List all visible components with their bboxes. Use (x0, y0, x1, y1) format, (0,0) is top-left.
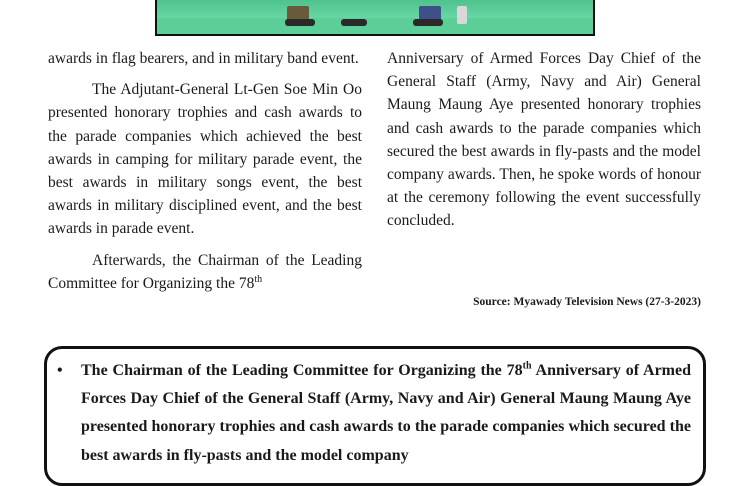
highlight-text: The Chairman of the Leading Committee for Organizing the 78 (81, 362, 523, 379)
highlight-item (57, 349, 692, 470)
event-photo (155, 0, 595, 36)
paragraph (48, 249, 362, 295)
source-citation: Source: Myawady Television News (27-3-2023) (473, 296, 701, 308)
photo-shoe (341, 19, 367, 26)
paragraph-text: Afterwards, the Chairman of the Leading Committee for Organizing the 78 (48, 251, 362, 292)
paragraph: Anniversary of Armed Forces Day Chief of the General Staff (Army, Navy and Air) General Maung Maung Aye presented honorary trophies and cash awards to the parade companies which secured the best awards in fly-pasts and the model company awards. Then, he spoke words of honour at the ceremony following the event successfully concluded. (387, 50, 701, 230)
paragraph: awards in flag bearers, and in military band event. (48, 50, 359, 67)
highlight-list (47, 349, 703, 470)
highlight-box (44, 346, 706, 486)
right-column (387, 47, 701, 233)
photo-figure (457, 6, 467, 24)
paragraph: The Adjutant-General Lt-Gen Soe Min Oo presented honorary trophies and cash awards to the parade companies which achieved the best awards in camping for military parade event, the best awards in military songs event, the best awards in military disciplined event, and the best awards in parade event. (48, 81, 362, 238)
bullet-icon: • (57, 362, 63, 379)
photo-ground (157, 18, 593, 34)
superscript: th (522, 360, 532, 372)
left-column (48, 47, 362, 295)
photo-shoe (285, 19, 315, 26)
highlight-text-continued: Anniversary of Armed Forces Day Chief of the General Staff (Army, Navy and Air) General Maung Maung Aye presented honorary trophies and cash awards to the parade companies which secured the best awards in fly-pasts and the model company (81, 362, 692, 464)
superscript: th (254, 273, 263, 285)
photo-shoe (413, 19, 443, 26)
